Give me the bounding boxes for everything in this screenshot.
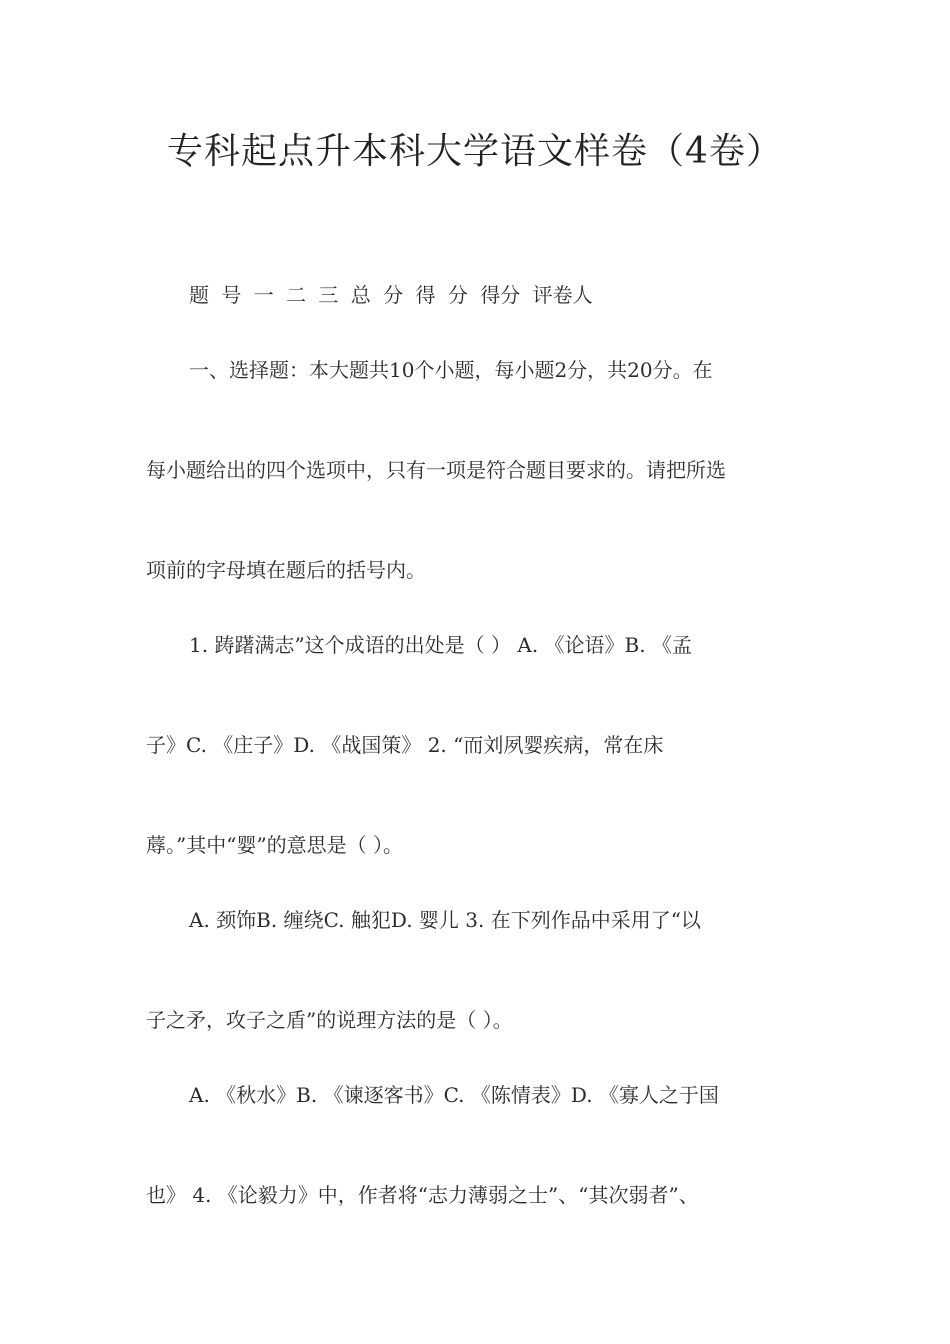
question-line: 子之矛，攻子之盾”的说理方法的是（ ）。: [146, 1008, 513, 1032]
text-line: 每小题给出的四个选项中，只有一项是符合题目要求的。请把所选: [146, 458, 726, 482]
question-line: 也》 4. 《论毅力》中，作者将“志力薄弱之士”、“其次弱者”、: [146, 1183, 699, 1207]
question-line: 蓐。”其中“婴”的意思是（ ）。: [146, 833, 404, 857]
question-line: 子》C. 《庄子》D. 《战国策》 2. “而刘夙婴疾病，常在床: [146, 733, 664, 757]
question-line: A. 《秋水》B. 《谏逐客书》C. 《陈情表》D. 《寡人之于国: [189, 1083, 719, 1107]
score-table-header: 题 号 一 二 三 总 分 得 分 得分 评卷人: [189, 283, 593, 307]
question-line: 1. 踌躇满志”这个成语的出处是（ ） A. 《论语》B. 《孟: [189, 633, 692, 657]
document-title: 专科起点升本科大学语文样卷（4卷）: [167, 131, 783, 172]
text-line: 项前的字母填在题后的括号内。: [146, 558, 426, 582]
question-line: A. 颈饰B. 缠绕C. 触犯D. 婴儿 3. 在下列作品中采用了“以: [189, 908, 701, 932]
text-line: 一、选择题：本大题共10个小题，每小题2分，共20分。在: [189, 358, 713, 382]
